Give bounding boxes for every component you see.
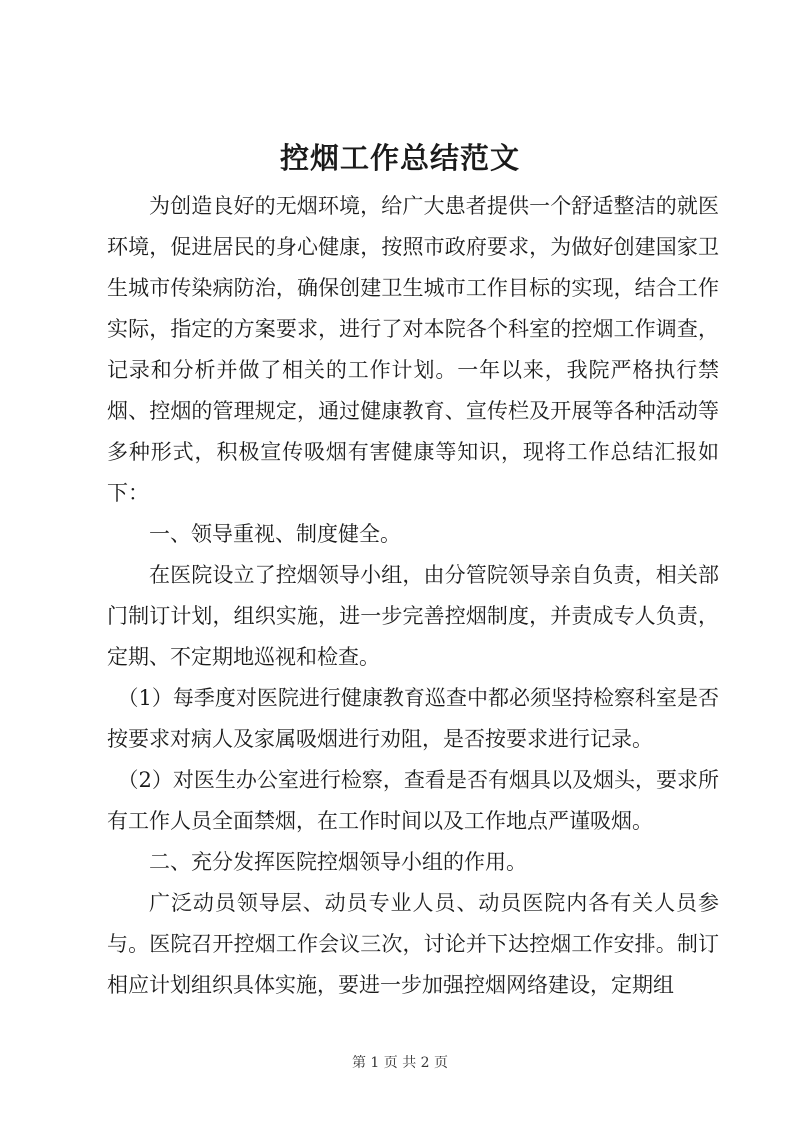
page-footer: 第 1 页 共 2 页 (351, 1055, 449, 1071)
section-heading-2: 二、充分发挥医院控烟领导小组的作用。 (149, 850, 527, 874)
document-body (107, 186, 719, 1006)
list-item-2: （2）对医生办公室进行检察，查看是否有烟具以及烟头，要求所有工作人员全面禁烟，在工作时间以及工作地点严谨吸烟。 (107, 768, 719, 833)
body-paragraph: 在医院设立了控烟领导小组，由分管院领导亲自负责，相关部门制订计划，组织实施，进一步完善控烟制度，并责成专人负责，定期、不定期地巡视和检查。 (107, 563, 719, 669)
section-heading-1: 一、领导重视、制度健全。 (149, 522, 401, 546)
page-title: 控烟工作总结范文 (279, 141, 520, 175)
list-item-1: （1）每季度对医院进行健康教育巡查中都必须坚持检察科室是否按要求对病人及家属吸烟进行劝阻，是否按要求进行记录。 (107, 686, 719, 751)
body-paragraph: 广泛动员领导层、动员专业人员、动员医院内各有关人员参与。医院召开控烟工作会议三次，讨论并下达控烟工作安排。制订相应计划组织具体实施，要进一步加强控烟网络建设，定期组 (107, 891, 719, 997)
intro-paragraph: 为创造良好的无烟环境，给广大患者提供一个舒适整洁的就医环境，促进居民的身心健康，按照市政府要求，为做好创建国家卫生城市传染病防治，确保创建卫生城市工作目标的实现，结合工作实际，指定的方案要求，进行了对本院各个科室的控烟工作调查，记录和分析并做了相关的工作计划。一年以来，我院严格执行禁烟、控烟的管理规定，通过健康教育、宣传栏及开展等各种活动等多种形式，积极宣传吸烟有害健康等知识，现将工作总结汇报如下： (107, 194, 719, 505)
